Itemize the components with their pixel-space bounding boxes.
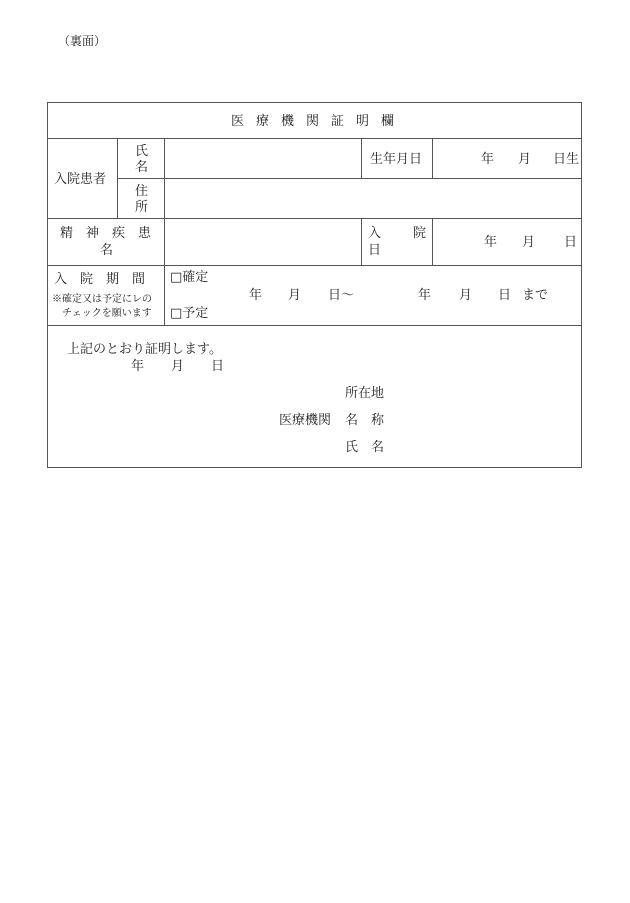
period-until: まで bbox=[522, 288, 549, 303]
admission-label-2: 院 bbox=[413, 226, 427, 241]
period-to-day-unit: 日 bbox=[498, 288, 512, 303]
name-label-2: 名 bbox=[135, 160, 149, 175]
admission-day-unit: 日 bbox=[564, 235, 578, 250]
page-side-label: （裏面） bbox=[58, 34, 107, 48]
form-title: 医療機関証明欄 bbox=[231, 114, 407, 129]
admission-month-unit: 月 bbox=[522, 235, 536, 250]
period-to-year-unit: 年 bbox=[418, 288, 432, 303]
row-divider-disease bbox=[48, 265, 581, 266]
institution-name-label-2: 称 bbox=[371, 413, 385, 428]
admission-label-1: 入 bbox=[368, 226, 382, 241]
patient-group-label: 入院患者 bbox=[54, 172, 107, 187]
admission-year-unit: 年 bbox=[484, 235, 498, 250]
period-note-1: ※確定又は予定にレの bbox=[52, 294, 152, 305]
row-divider-period bbox=[48, 325, 581, 326]
person-name-label-2: 名 bbox=[371, 440, 385, 455]
certify-day-unit: 日 bbox=[211, 359, 225, 374]
address-label-1: 住 bbox=[135, 184, 149, 199]
period-from-month-unit: 月 bbox=[288, 288, 302, 303]
certify-month-unit: 月 bbox=[171, 359, 185, 374]
birth-year-unit: 年 bbox=[481, 152, 495, 167]
name-label-1: 氏 bbox=[135, 144, 149, 159]
col-divider-birth-value bbox=[432, 138, 433, 178]
period-from-year-unit: 年 bbox=[249, 288, 263, 303]
person-name-label-1: 氏 bbox=[345, 440, 359, 455]
address-label-2: 所 bbox=[135, 200, 149, 215]
period-from-day-unit: 日〜 bbox=[328, 288, 355, 303]
birth-day-unit: 日生 bbox=[553, 152, 580, 167]
confirmed-checkbox[interactable]: □確定 bbox=[170, 270, 209, 285]
location-label: 所在地 bbox=[345, 386, 385, 401]
period-to-month-unit: 月 bbox=[459, 288, 473, 303]
col-divider-labels bbox=[164, 138, 165, 325]
col-divider-group bbox=[117, 138, 118, 218]
birth-month-unit: 月 bbox=[518, 152, 532, 167]
col-divider-birth-label bbox=[361, 138, 362, 178]
institution-name-label-1: 名 bbox=[345, 413, 359, 428]
institution-label: 医療機関 bbox=[279, 413, 332, 428]
certify-statement: 上記のとおり証明します。 bbox=[67, 342, 222, 357]
disease-label-1: 精 神 疾 患 bbox=[60, 226, 152, 241]
birth-date-label: 生年月日 bbox=[370, 152, 423, 167]
row-divider-name-address bbox=[117, 178, 581, 179]
period-label: 入 院 期 間 bbox=[54, 272, 146, 287]
period-note-2: チェックを願います bbox=[62, 308, 152, 319]
col-divider-admission-label bbox=[361, 218, 362, 265]
row-divider-patient bbox=[48, 218, 581, 219]
medical-certificate-form bbox=[47, 102, 582, 468]
certify-year-unit: 年 bbox=[131, 359, 145, 374]
admission-label-3: 日 bbox=[368, 243, 382, 258]
planned-checkbox[interactable]: □予定 bbox=[170, 306, 209, 321]
row-divider-title bbox=[48, 138, 581, 139]
col-divider-admission-value bbox=[432, 218, 433, 265]
disease-label-2: 名 bbox=[100, 243, 114, 258]
